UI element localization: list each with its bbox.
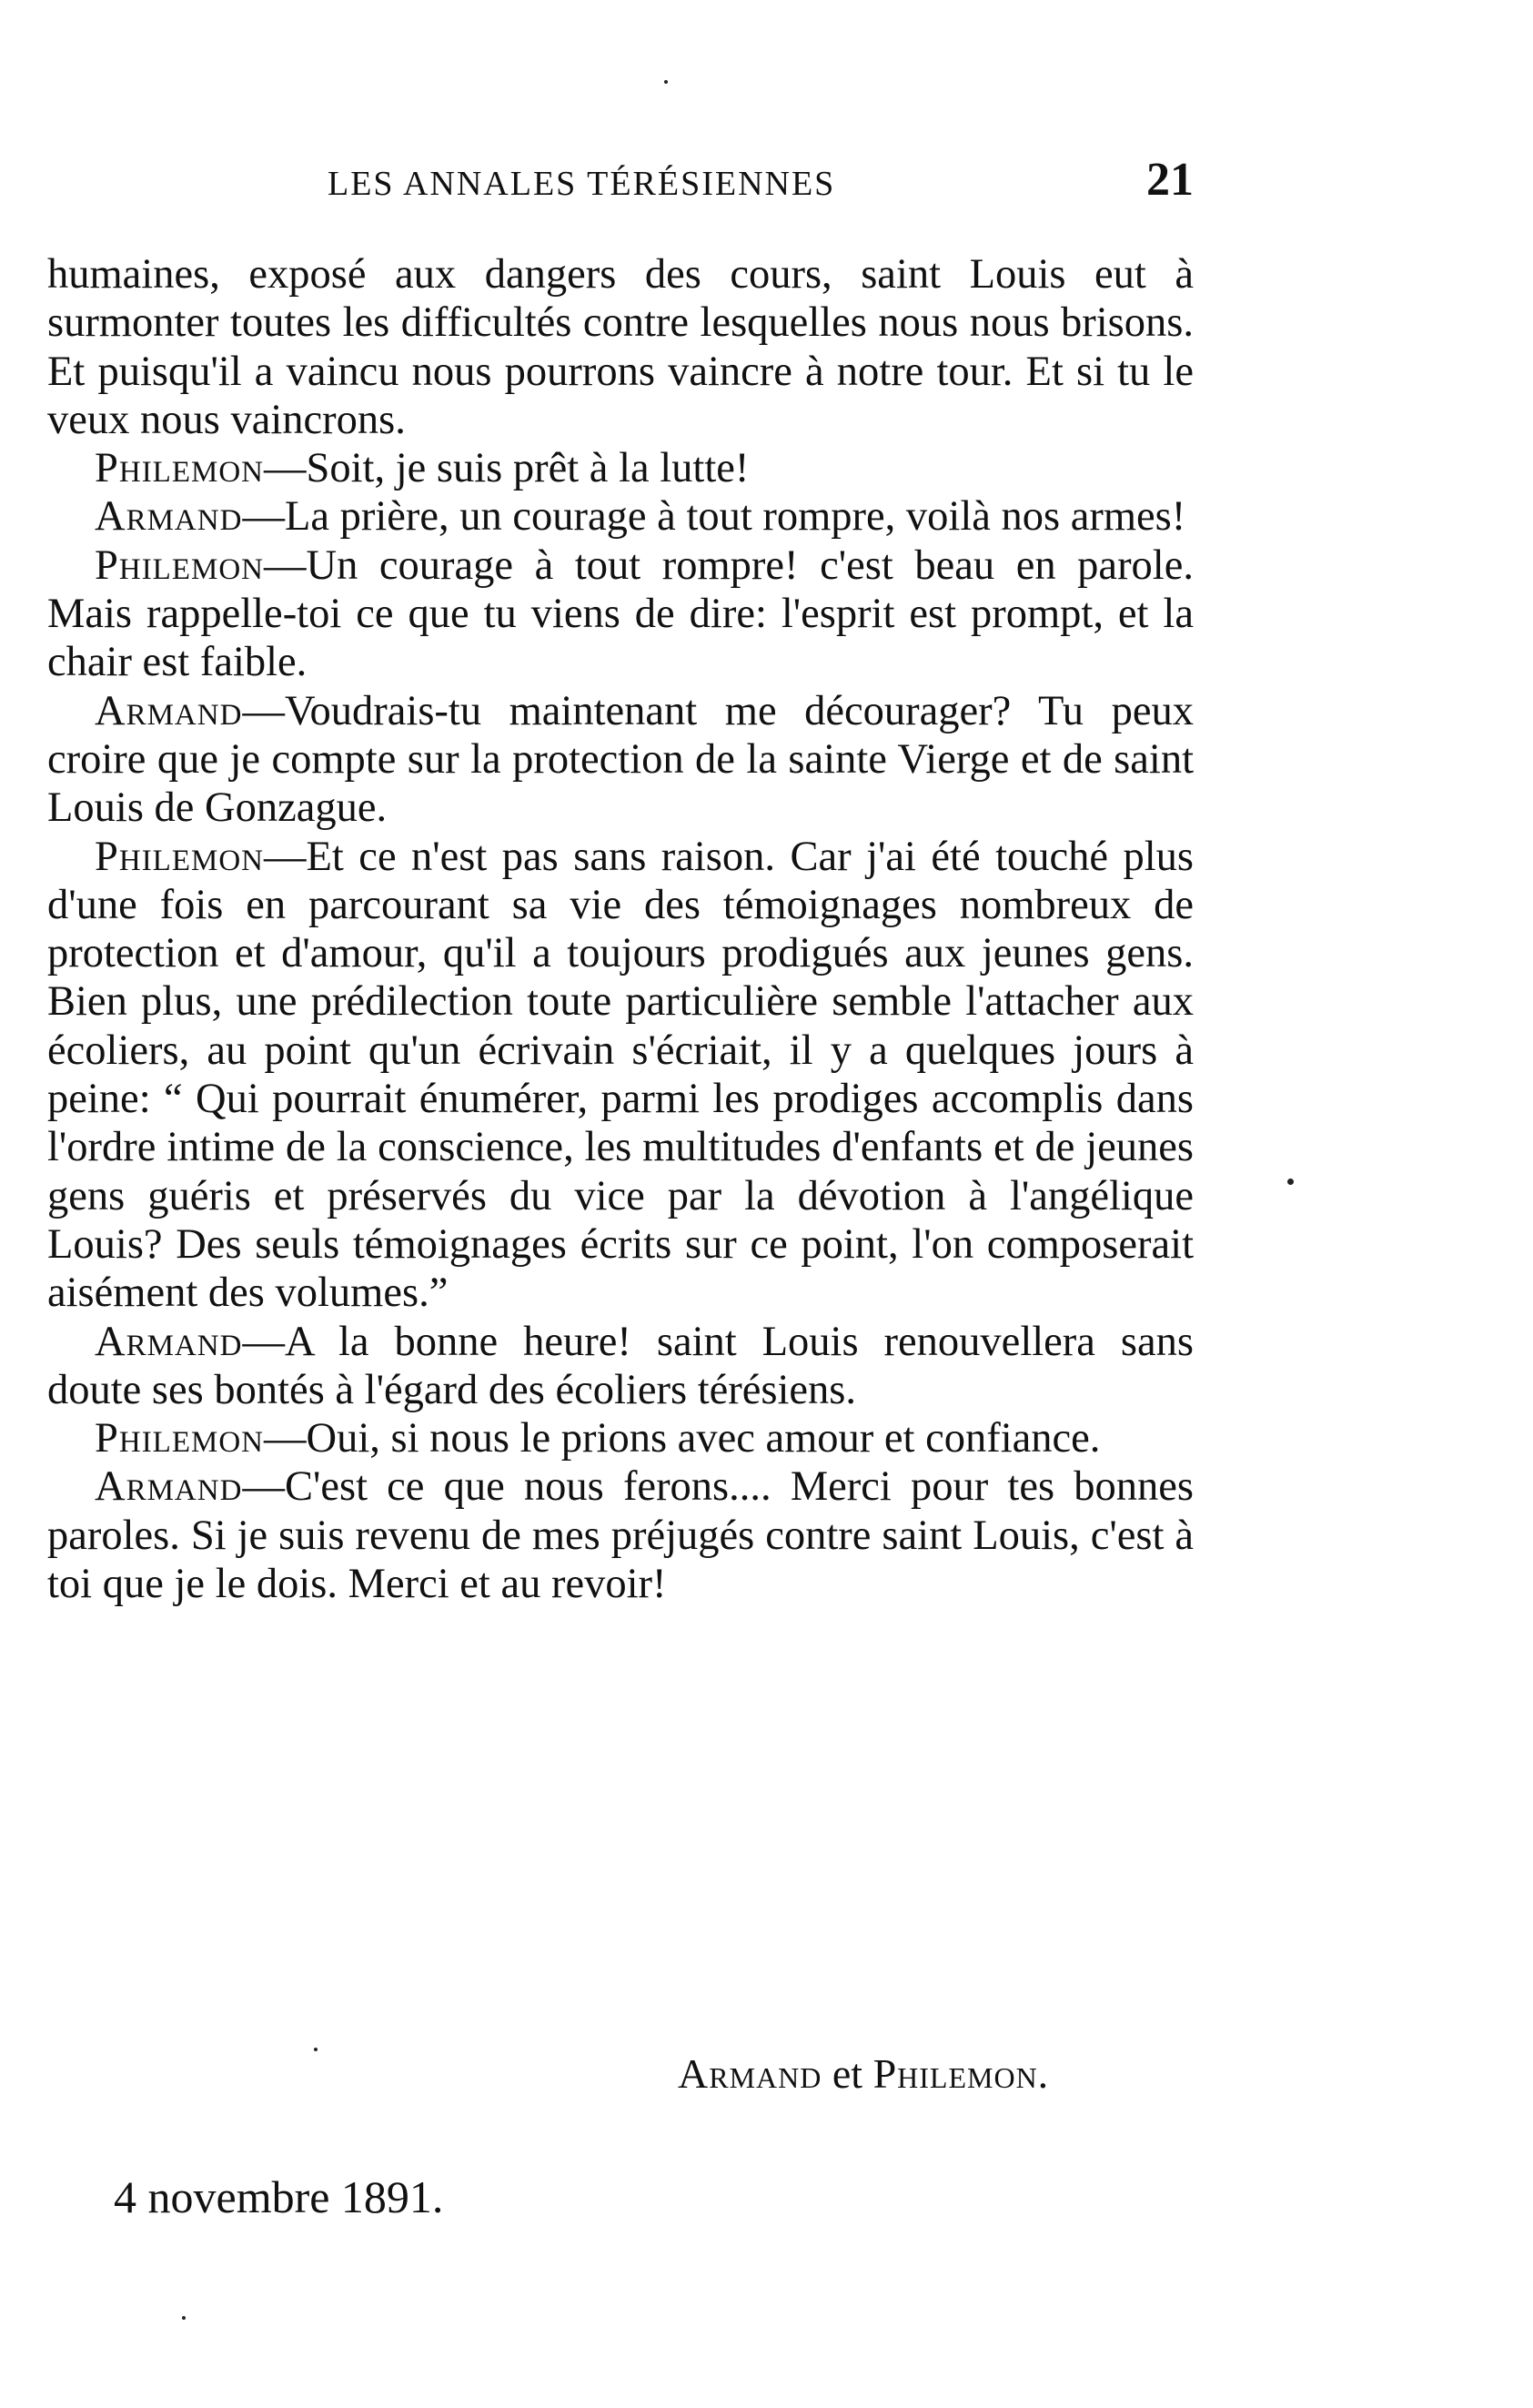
paragraph-text: —Soit, je suis prêt à la lutte!: [264, 445, 750, 492]
speaker-name: Philemon: [95, 833, 265, 880]
scan-speck: [182, 2316, 186, 2320]
speaker-name: Philemon: [95, 445, 265, 492]
speaker-name: Armand: [95, 687, 243, 734]
speaker-name: Philemon: [95, 541, 265, 589]
signature-conjunction: et: [822, 2050, 873, 2097]
running-title: LES ANNALES TÉRÉSIENNES: [328, 165, 836, 203]
body-text: [47, 250, 1194, 1608]
scan-speck: [664, 80, 668, 84]
page-header: [328, 154, 1237, 218]
signature-name-armand: Armand: [678, 2050, 822, 2097]
speaker-name: Armand: [95, 1463, 243, 1511]
speaker-name: Philemon: [95, 1415, 265, 1462]
paragraph: [47, 492, 1194, 541]
scan-speck: [314, 2048, 318, 2051]
paragraph: [47, 541, 1194, 687]
paragraph-text: —La prière, un courage à tout rompre, voilà nos armes!: [242, 493, 1186, 541]
scan-speck: [1287, 1179, 1294, 1185]
paragraph-text: —Voudrais-tu maintenant me décourager? Tu peux croire que je compte sur la protection de la sainte Vierge et de saint Louis de Gonzague.: [47, 687, 1194, 832]
signature-name-philemon: Philemon.: [872, 2050, 1050, 2097]
paragraph-text: —Un courage à tout rompre! c'est beau en parole. Mais rappelle-toi ce que tu viens de dire: l'esprit est prompt, et la chair est faible.: [47, 541, 1194, 686]
paragraph: [47, 444, 1194, 492]
paragraph-text: —Et ce n'est pas sans raison. Car j'ai été touché plus d'une fois en parcourant sa vie des témoignages nombreux de protection et d'amour, qu'il a toujours prodigués aux jeunes gens. Bien plus, une prédilection toute particulière semble l'attacher aux écoliers, au point qu'un écrivain s'écriait, il y a quelques jours à peine: “ Qui pourrait énumérer, parmi les prodiges accomplis dans l'ordre intime de la conscience, les multitudes d'enfants et de jeunes gens guéris et préservés du vice par la dévotion à l'angélique Louis? Des seuls témoignages écrits sur ce point, l'on composerait aisément des volumes.”: [47, 833, 1194, 1317]
paragraph-text: —C'est ce que nous ferons.... Merci pour tes bonnes paroles. Si je suis revenu de mes préjugés contre saint Louis, c'est à toi que je le dois. Merci et au revoir!: [47, 1463, 1194, 1608]
page-number: 21: [1146, 154, 1194, 206]
paragraph: [47, 1462, 1194, 1608]
paragraph: [47, 833, 1194, 1318]
paragraph: [47, 687, 1194, 833]
paragraph: [47, 1318, 1194, 1415]
date-line: 4 novembre 1891.: [114, 2171, 444, 2222]
speaker-name: Armand: [95, 493, 243, 541]
paragraph-text: —A la bonne heure! saint Louis renouvellera sans doute ses bontés à l'égard des écoliers térésiens.: [47, 1318, 1194, 1413]
paragraph-text: —Oui, si nous le prions avec amour et confiance.: [264, 1415, 1101, 1462]
paragraph: [47, 1414, 1194, 1462]
paragraph-text: humaines, exposé aux dangers des cours, saint Louis eut à surmonter toutes les difficultés contre lesquelles nous nous brisons. Et puisqu'il a vaincu nous pourrons vaincre à notre tour. Et si tu le veux nous vaincrons.: [47, 251, 1194, 443]
paragraph: [47, 250, 1194, 444]
speaker-name: Armand: [95, 1318, 243, 1365]
signature: [678, 2049, 1049, 2098]
